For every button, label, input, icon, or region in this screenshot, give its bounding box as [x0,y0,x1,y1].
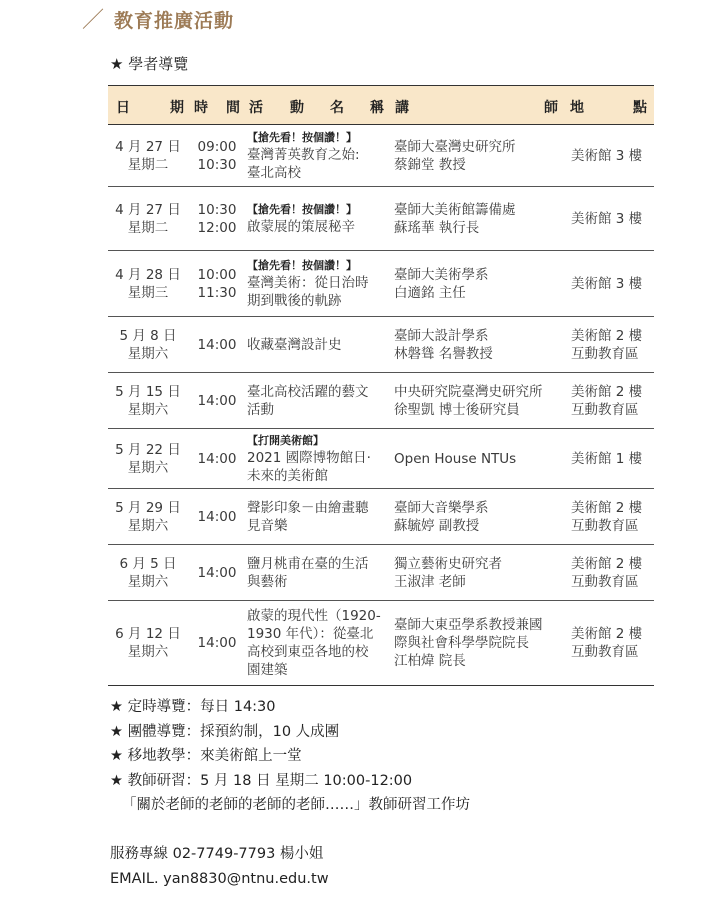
table-row [108,373,654,429]
header-time-2: 間 [226,100,240,116]
row-location: 美術館 2 樓 [571,327,643,344]
row-activity: 活動 [247,401,274,418]
row-activity: 臺北高校活躍的藝文 [247,383,369,400]
header-date-2: 期 [170,100,184,116]
row-location: 美術館 2 樓 [571,499,643,516]
row-activity: 園建築 [247,662,288,678]
row-location: 美術館 3 樓 [571,210,643,227]
table-row [108,251,654,317]
row-date: 4 月 27 日 [115,138,181,155]
header-date-1: 日 [116,100,130,116]
note-item [110,769,470,794]
row-tag: 【搶先看！按個讚！】 [247,258,357,272]
row-day: 星期二 [127,219,169,236]
table-row [108,429,654,489]
header-activity-2: 動 [290,100,304,116]
row-lecturer: 蔡錦堂 教授 [394,156,466,173]
row-day: 星期六 [127,401,169,418]
page-header [82,6,234,32]
row-activity: 期到戰後的軌跡 [247,292,342,309]
row-activity: 臺灣美術：從日治時 [247,274,369,291]
table-row [108,187,654,251]
row-date: 5 月 15 日 [115,383,181,400]
row-location: 互動教育區 [571,573,639,590]
table-row [108,601,654,686]
row-activity: 見音樂 [247,517,288,534]
row-lecturer: 臺師大設計學系 [394,327,489,344]
row-activity: 聲影印象－由繪畫聽 [247,499,369,516]
row-day: 星期六 [127,459,169,476]
row-location: 互動教育區 [571,345,639,362]
row-lecturer: 獨立藝術史研究者 [394,555,502,572]
row-time-start: 14:00 [197,635,237,651]
header-location-1: 地 [570,100,584,116]
row-location: 美術館 3 樓 [571,275,643,292]
row-time-start: 14:00 [197,392,237,409]
notes-list [110,695,470,818]
row-lecturer: 王淑津 老師 [394,573,466,590]
note-value: ：5 月 18 日 星期二 10:00-12:00 [185,772,413,789]
row-time-start: 09:00 [197,138,237,155]
contact-email[interactable]: EMAIL. yan8830@ntnu.edu.tw [110,871,329,887]
note-value: ：每日 14:30 [185,699,276,715]
row-lecturer: 白適銘 主任 [394,284,466,301]
note-value: ：採預約制，10 人成團 [185,723,340,740]
row-location: 美術館 2 樓 [571,383,643,400]
row-date: 4 月 27 日 [115,201,181,218]
row-tag: 【打開美術館】 [247,433,324,447]
row-day: 星期二 [127,156,169,173]
row-date: 6 月 12 日 [115,626,181,642]
row-activity: 臺灣菁英教育之始: [247,146,360,163]
note-item [110,695,470,720]
contact-phone: 服務專線 02-7749-7793 楊小姐 [110,846,324,862]
row-date: 5 月 29 日 [115,499,181,516]
header-activity-1: 活 [249,100,263,116]
table-row [108,489,654,545]
row-location: 互動教育區 [571,517,639,534]
row-time-start: 14:00 [197,336,237,353]
row-activity: 2021 國際博物館日· [247,449,371,466]
row-lecturer: 臺師大臺灣史研究所 [394,138,516,155]
schedule-table [108,85,654,686]
row-lecturer: 蘇瑤華 執行長 [394,219,480,236]
row-time-start: 10:30 [197,201,237,218]
row-activity: 收藏臺灣設計史 [247,336,342,353]
row-day: 星期六 [127,345,169,362]
row-day: 星期三 [127,284,169,301]
row-activity: 與藝術 [247,573,288,590]
header-activity-4: 稱 [370,100,384,116]
row-location: 美術館 2 樓 [571,626,643,642]
row-time-end: 10:30 [197,156,237,173]
header-activity-3: 名 [330,100,344,116]
row-lecturer: 林磐聳 名譽教授 [394,345,493,362]
row-activity: 高校到東亞各地的校 [247,644,369,660]
table-row [108,545,654,601]
note-item [110,720,470,745]
note-label: ★ 移地教學 [110,748,186,764]
note-workshop: 「關於老師的老師的老師的老師……」教師研習工作坊 [122,797,470,813]
row-lecturer: 臺師大東亞學系教授兼國 [394,617,543,633]
row-lecturer: 中央研究院臺灣史研究所 [394,383,543,400]
row-lecturer: 江柏煒 院長 [394,653,466,669]
row-time-start: 14:00 [197,564,237,581]
row-time-start: 14:00 [197,508,237,525]
table-header [108,85,654,125]
row-lecturer: 際與社會科學學院院長 [394,635,529,651]
note-item [110,744,470,769]
row-time-end: 12:00 [197,219,237,236]
row-day: 星期六 [127,644,169,660]
header-lecturer-1: 講 [395,100,409,116]
row-lecturer: 臺師大美術學系 [394,266,489,283]
row-location: 美術館 2 樓 [571,555,643,572]
row-activity: 未來的美術館 [247,467,328,484]
row-activity: 臺北高校 [247,164,301,181]
row-activity: 1930 年代）：從臺北 [247,626,374,642]
header-lecturer-2: 師 [544,100,558,116]
row-lecturer: 臺師大美術館籌備處 [394,201,516,218]
row-lecturer: 蘇毓婷 副教授 [394,517,480,534]
row-activity: 鹽月桃甫在臺的生活 [247,555,369,572]
note-label: ★ 教師研習 [110,772,186,789]
row-location: 美術館 1 樓 [571,450,643,467]
row-day: 星期六 [127,573,169,590]
row-lecturer: 臺師大音樂學系 [394,499,489,516]
note-label: ★ 團體導覽 [110,723,186,740]
row-day: 星期六 [127,517,169,534]
header-location-2: 點 [633,100,647,116]
header-time-1: 時 [194,100,208,116]
page-title: 教育推廣活動 [114,9,235,32]
row-activity: 啟蒙展的策展秘辛 [247,218,355,235]
row-date: 6 月 5 日 [119,555,177,572]
note-label: ★ 定時導覽 [110,699,186,715]
note-value: ：來美術館上一堂 [185,748,302,764]
row-date: 5 月 8 日 [119,327,177,344]
row-location: 互動教育區 [571,644,639,660]
header-slash: ／ [82,7,105,33]
row-location: 互動教育區 [571,401,639,418]
row-time-start: 14:00 [197,450,237,467]
table-row [108,317,654,373]
row-date: 4 月 28 日 [115,266,181,283]
row-time-start: 10:00 [197,266,237,283]
row-activity: 啟蒙的現代性（1920- [247,608,381,624]
row-location: 美術館 3 樓 [571,147,643,164]
row-tag: 【搶先看！按個讚！】 [247,130,357,144]
table-row [108,125,654,187]
row-time-end: 11:30 [197,284,237,301]
row-date: 5 月 22 日 [115,441,181,458]
section-title: ★ 學者導覽 [110,55,189,73]
row-lecturer: Open House NTUs [394,450,517,467]
row-lecturer: 徐聖凱 博士後研究員 [394,401,520,418]
row-tag: 【搶先看！按個讚！】 [247,202,357,216]
contact-info [110,842,329,892]
